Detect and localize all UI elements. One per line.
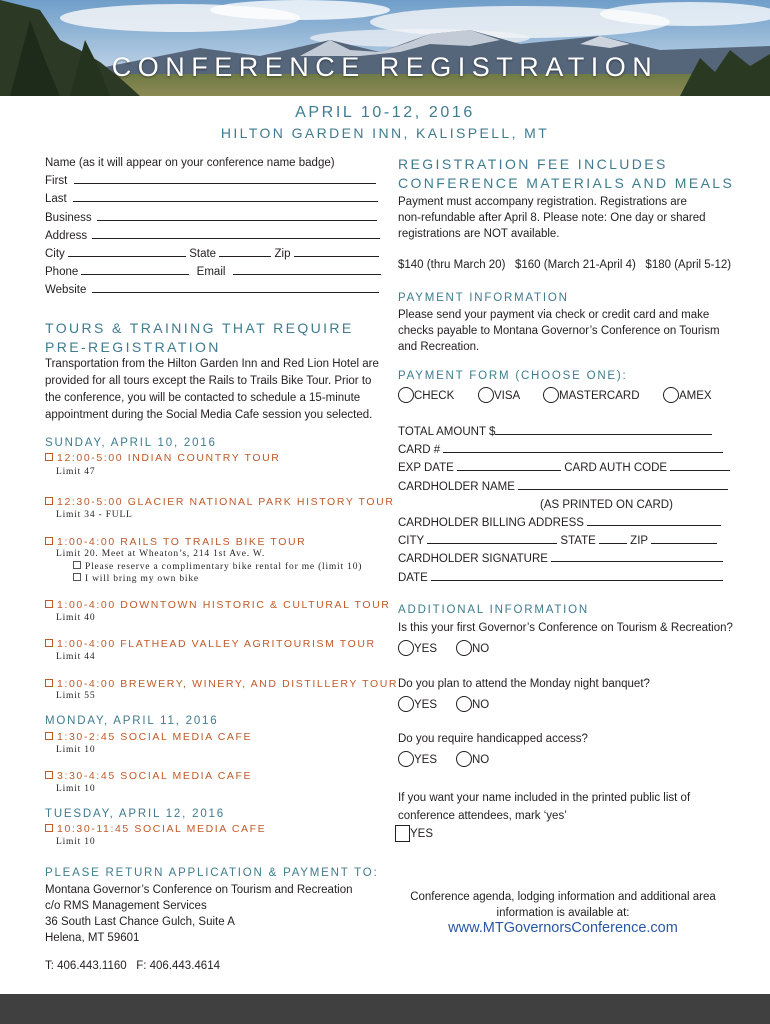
no-option[interactable]: NO	[456, 751, 489, 767]
city-field[interactable]	[68, 246, 186, 257]
payment-form-heading: PAYMENT FORM (CHOOSE ONE):	[398, 370, 628, 382]
payment-info-text: Please send your payment via check or credit card and make checks payable to Montana Governor’s Conference on Tourism and Recreation.	[398, 309, 720, 353]
tour-limit: Limit 20. Meet at Wheaton’s, 214 1st Ave. W.	[56, 549, 265, 559]
exp-date-field[interactable]	[457, 460, 561, 471]
total-amount-field[interactable]	[495, 424, 712, 435]
zip-field[interactable]	[294, 246, 379, 257]
fee-heading: REGISTRATION FEE INCLUDES CONFERENCE MATERIALS AND MEALS	[398, 156, 735, 191]
tour-limit: Limit 10	[56, 784, 96, 794]
question-first-conference: Is this your first Governor’s Conference on Tourism & Recreation?	[398, 622, 733, 634]
tour-flathead-agritourism[interactable]: 1:00-4:00 FLATHEAD VALLEY AGRITOURISM TOUR	[45, 638, 376, 650]
radio-icon[interactable]	[456, 696, 472, 712]
address-row: Address	[45, 227, 385, 245]
date-field[interactable]	[431, 570, 723, 581]
question-banquet: Do you plan to attend the Monday night banquet?	[398, 678, 650, 690]
card-form	[398, 423, 728, 587]
business-row: Business	[45, 209, 385, 227]
no-option[interactable]: NO	[456, 696, 489, 712]
phone-fax: T: 406.443.1160 F: 406.443.4614	[45, 960, 220, 972]
tour-limit: Limit 34 - FULL	[56, 510, 133, 520]
radio-icon[interactable]	[398, 640, 414, 656]
checkbox-icon[interactable]	[45, 497, 53, 505]
date-row: DATE	[398, 569, 728, 587]
first-name-row: First	[45, 172, 385, 190]
monday-heading: MONDAY, APRIL 11, 2016	[45, 715, 219, 727]
website-field[interactable]	[92, 282, 379, 293]
radio-icon[interactable]	[478, 387, 494, 403]
tour-limit: Limit 10	[56, 837, 96, 847]
return-heading: PLEASE RETURN APPLICATION & PAYMENT TO:	[45, 867, 379, 879]
radio-icon[interactable]	[456, 751, 472, 767]
checkbox-icon[interactable]	[45, 679, 53, 687]
option-amex[interactable]: AMEX	[663, 387, 712, 403]
phone-field[interactable]	[81, 264, 189, 275]
checkbox-icon[interactable]	[45, 639, 53, 647]
conference-venue: HILTON GARDEN INN, KALISPELL, MT	[220, 125, 550, 141]
option-check[interactable]: CHECK	[398, 387, 454, 403]
yes-option[interactable]: YES	[398, 696, 437, 712]
state-field[interactable]	[219, 246, 271, 257]
option-mastercard[interactable]: MASTERCARD	[543, 387, 640, 403]
billing-address-row: CARDHOLDER BILLING ADDRESS	[398, 514, 728, 532]
public-list-yes-option[interactable]: YES	[395, 825, 433, 842]
question-handicapped: Do you require handicapped access?	[398, 733, 588, 745]
checkbox-icon[interactable]	[73, 561, 81, 569]
auth-code-field[interactable]	[670, 460, 730, 471]
social-media-cafe-3[interactable]: 10:30-11:45 SOCIAL MEDIA CAFE	[45, 823, 266, 835]
conference-website	[398, 920, 728, 936]
bike-rental-option[interactable]: Please reserve a complimentary bike rental for me (limit 10)	[73, 561, 362, 572]
social-media-cafe-2[interactable]: 3:30-4:45 SOCIAL MEDIA CAFE	[45, 770, 252, 782]
checkbox-icon[interactable]	[73, 573, 81, 581]
email-field[interactable]	[233, 264, 381, 275]
radio-icon[interactable]	[543, 387, 559, 403]
checkbox-icon[interactable]	[395, 825, 410, 842]
cardholder-name-field[interactable]	[518, 479, 728, 490]
last-name-row: Last	[45, 190, 385, 208]
checkbox-icon[interactable]	[45, 600, 53, 608]
conference-dates: APRIL 10-12, 2016	[295, 104, 475, 121]
fee-prices: $140 (thru March 20) $160 (March 21-April 4) $180 (April 5-12)	[398, 259, 732, 271]
return-address: Montana Governor’s Conference on Tourism and Recreation c/o RMS Management Services 36 South Last Chance Gulch, Suite A Helena, MT 59601	[45, 884, 353, 944]
card-zip-field[interactable]	[651, 533, 717, 544]
sunday-heading: SUNDAY, APRIL 10, 2016	[45, 437, 217, 449]
as-printed-note: (AS PRINTED ON CARD)	[540, 498, 673, 511]
cardholder-name-row: CARDHOLDER NAME	[398, 478, 728, 496]
tours-heading: TOURS & TRAINING THAT REQUIRE PRE-REGISTRATION	[45, 320, 354, 355]
billing-address-field[interactable]	[587, 515, 721, 526]
tour-limit: Limit 44	[56, 652, 96, 662]
footer-bar	[0, 994, 770, 1024]
page-title: CONFERENCE REGISTRATION	[111, 52, 659, 82]
tour-glacier-history[interactable]: 12:30-5:00 GLACIER NATIONAL PARK HISTORY TOUR	[45, 496, 395, 508]
card-number-field[interactable]	[443, 442, 723, 453]
no-option[interactable]: NO	[456, 640, 489, 656]
tour-limit: Limit 55	[56, 691, 96, 701]
tour-downtown-historic[interactable]: 1:00-4:00 DOWNTOWN HISTORIC & CULTURAL TOUR	[45, 599, 391, 611]
radio-icon[interactable]	[398, 696, 414, 712]
name-badge-label: Name (as it will appear on your conference name badge)	[45, 157, 335, 169]
fee-text: Payment must accompany registration. Registrations are non-refundable after April 8. Please note: One day or shared registrations are NOT available.	[398, 196, 706, 240]
city-state-zip-row: City State Zip	[45, 245, 385, 263]
tour-brewery-winery[interactable]: 1:00-4:00 BREWERY, WINERY, AND DISTILLERY TOUR	[45, 678, 398, 690]
last-name-field[interactable]	[73, 191, 378, 202]
tour-rails-to-trails[interactable]: 1:00-4:00 RAILS TO TRAILS BIKE TOUR	[45, 536, 306, 548]
website-row: Website	[45, 281, 385, 299]
attendee-form	[45, 154, 385, 300]
signature-field[interactable]	[551, 551, 723, 562]
tours-intro: Transportation from the Hilton Garden Inn and Red Lion Hotel are provided for all tours except the Rails to Trails Bike Tour. Prior to the conference, you will be contacted to schedule a 15-minute appointment during the Social Media Cafe session you selected.	[45, 358, 379, 421]
website-link[interactable]: www.MTGovernorsConference.com	[448, 920, 678, 936]
tour-limit: Limit 47	[56, 467, 96, 477]
tour-limit: Limit 40	[56, 613, 96, 623]
checkbox-icon[interactable]	[45, 771, 53, 779]
checkbox-icon[interactable]	[45, 824, 53, 832]
social-media-cafe-1[interactable]: 1:30-2:45 SOCIAL MEDIA CAFE	[45, 731, 252, 743]
agenda-info: Conference agenda, lodging information and additional area information is available at:	[410, 891, 716, 919]
yes-option[interactable]: YES	[398, 640, 437, 656]
payment-info-heading: PAYMENT INFORMATION	[398, 292, 569, 304]
address-field[interactable]	[92, 228, 380, 239]
card-city-row: CITY STATE ZIP	[398, 532, 728, 550]
additional-heading: ADDITIONAL INFORMATION	[398, 604, 590, 616]
question-public-list: If you want your name included in the printed public list of conference attendees, mark ‘yes’	[398, 792, 691, 822]
business-field[interactable]	[97, 210, 377, 221]
card-number-row: CARD #	[398, 441, 728, 459]
checkbox-icon[interactable]	[45, 732, 53, 740]
option-visa[interactable]: VISA	[478, 387, 520, 403]
exp-auth-row: EXP DATE CARD AUTH CODE	[398, 459, 728, 477]
tuesday-heading: TUESDAY, APRIL 12, 2016	[45, 808, 225, 820]
phone-email-row: Phone Email	[45, 263, 385, 281]
card-city-field[interactable]	[427, 533, 557, 544]
yes-option[interactable]: YES	[398, 751, 437, 767]
signature-row: CARDHOLDER SIGNATURE	[398, 550, 728, 568]
radio-icon[interactable]	[398, 387, 414, 403]
tour-limit: Limit 10	[56, 745, 96, 755]
radio-icon[interactable]	[456, 640, 472, 656]
tour-indian-country[interactable]: 12:00-5:00 INDIAN COUNTRY TOUR	[45, 452, 280, 464]
own-bike-option[interactable]: I will bring my own bike	[73, 573, 199, 584]
checkbox-icon[interactable]	[45, 453, 53, 461]
radio-icon[interactable]	[663, 387, 679, 403]
card-state-field[interactable]	[599, 533, 627, 544]
first-name-field[interactable]	[74, 173, 376, 184]
radio-icon[interactable]	[398, 751, 414, 767]
total-amount-row: TOTAL AMOUNT $	[398, 423, 728, 441]
checkbox-icon[interactable]	[45, 537, 53, 545]
